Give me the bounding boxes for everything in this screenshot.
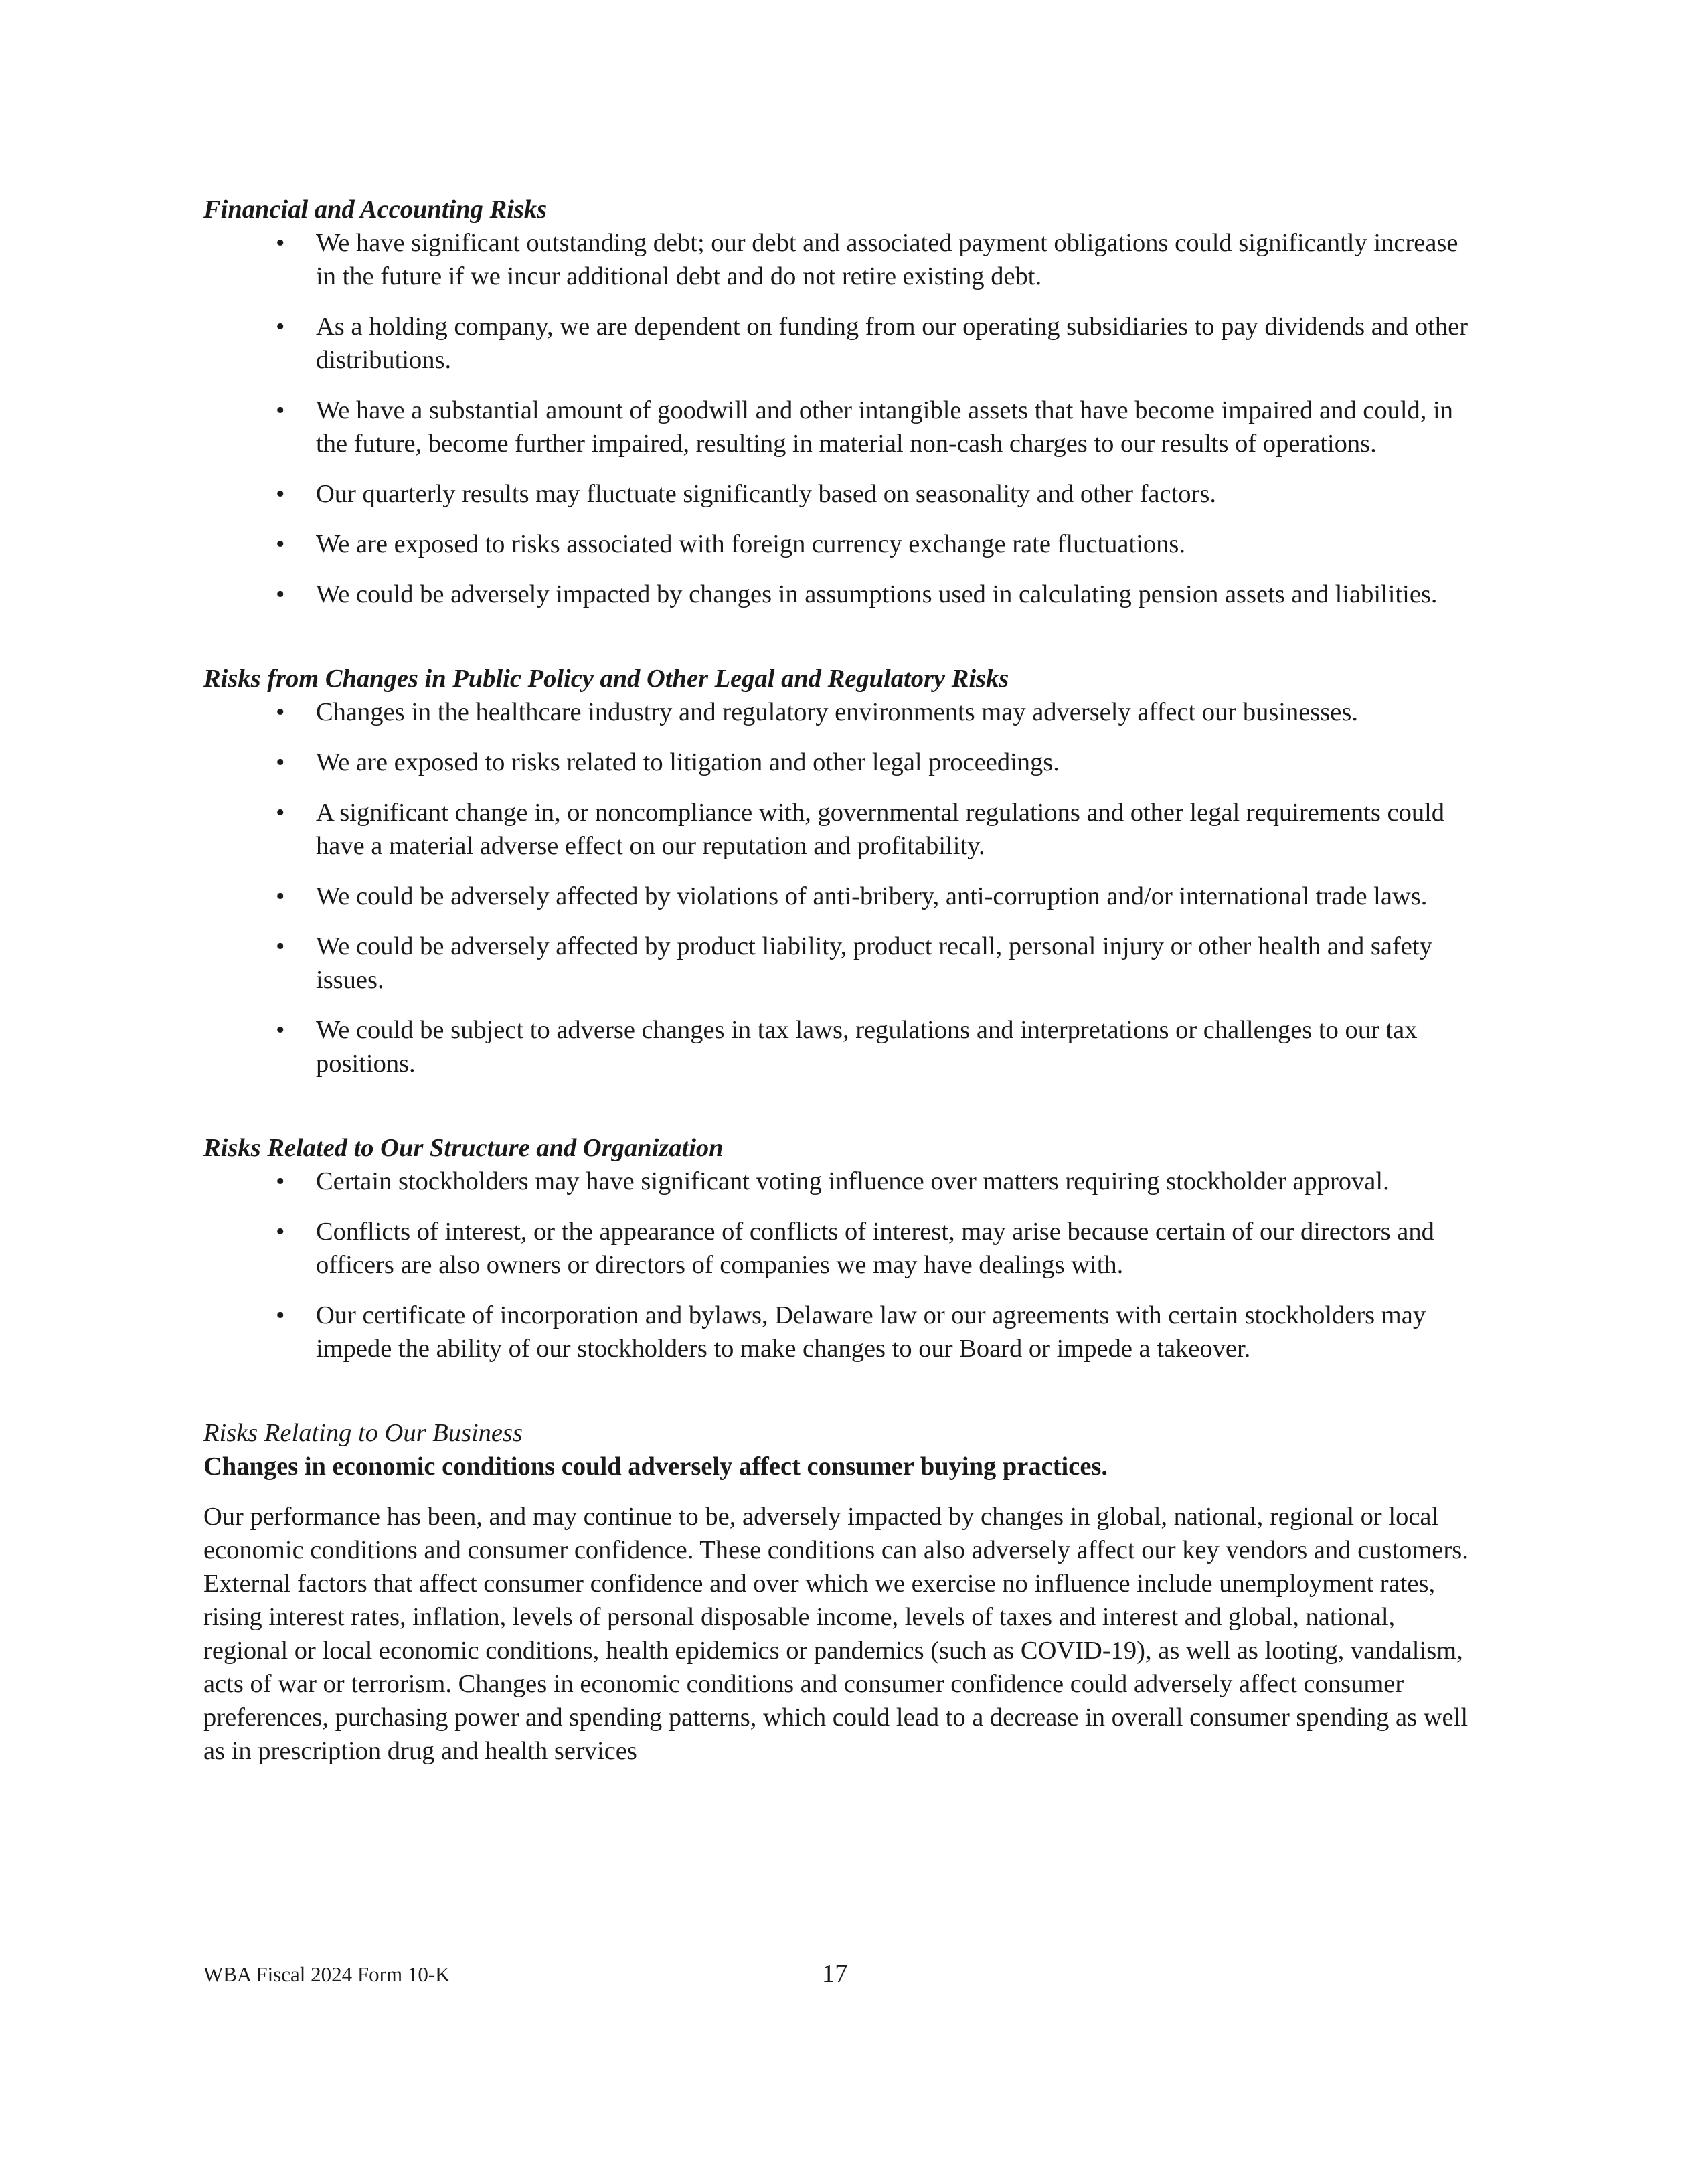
bullet-icon: • [276, 229, 285, 257]
list-item [276, 527, 1481, 561]
bullet-icon: • [276, 1167, 285, 1195]
list-item [276, 226, 1481, 293]
bullet-list [203, 1165, 1481, 1365]
bullet-list [203, 226, 1481, 611]
section-heading: Risks Related to Our Structure and Organization [203, 1134, 724, 1162]
section-financial-accounting-risks [203, 193, 1481, 611]
list-item [276, 578, 1481, 611]
section-heading: Financial and Accounting Risks [203, 195, 548, 224]
list-item-text: We could be adversely affected by product liability, product recall, personal injury or other health and safety issues. [316, 932, 1432, 994]
list-item [276, 1165, 1481, 1198]
list-item [276, 477, 1481, 511]
risk-factor-heading: Changes in economic conditions could adversely affect consumer buying practices. [203, 1452, 1108, 1481]
business-risks-subheading: Risks Relating to Our Business [203, 1419, 523, 1447]
list-item-text: We are exposed to risks related to litigation and other legal proceedings. [316, 748, 1060, 776]
list-item-text: We have a substantial amount of goodwill and other intangible assets that have become impaired and could, in the future, become further impaired, resulting in material non-cash charges to our results of operations. [316, 396, 1453, 458]
page-content [203, 193, 1481, 1768]
page-footer [203, 1957, 1481, 1991]
list-item [276, 796, 1481, 863]
list-item [276, 1013, 1481, 1080]
list-item-text: We are exposed to risks associated with foreign currency exchange rate fluctuations. [316, 530, 1185, 558]
list-item-text: We could be adversely affected by violations of anti-bribery, anti-corruption and/or international trade laws. [316, 882, 1428, 910]
list-item [276, 1298, 1481, 1365]
list-item [276, 746, 1481, 779]
list-item-text: We have significant outstanding debt; our debt and associated payment obligations could significantly increase in the future if we incur additional debt and do not retire existing debt. [316, 229, 1458, 290]
list-item-text: Our quarterly results may fluctuate significantly based on seasonality and other factors. [316, 480, 1216, 508]
section-heading: Risks from Changes in Public Policy and Other Legal and Regulatory Risks [203, 665, 1009, 693]
bullet-icon: • [276, 480, 285, 508]
list-item [276, 1215, 1481, 1282]
bullet-icon: • [276, 748, 285, 776]
list-item-text: We could be subject to adverse changes in tax laws, regulations and interpretations or challenges to our tax positions. [316, 1016, 1418, 1078]
list-item-text: A significant change in, or noncompliance with, governmental regulations and other legal requirements could have a material adverse effect on our reputation and profitability. [316, 799, 1445, 860]
bullet-icon: • [276, 1016, 285, 1044]
body-paragraph: Our performance has been, and may continue to be, adversely impacted by changes in global, national, regional or local economic conditions and consumer confidence. These conditions can also adversely affect our key vendors and customers. External factors that affect consumer confidence and over which we exercise no influence include unemployment rates, rising interest rates, inflation, levels of personal disposable income, levels of taxes and interest and global, national, regional or local economic conditions, health epidemics or pandemics (such as COVID-19), as well as looting, vandalism, acts of war or terrorism. Changes in economic conditions and consumer confidence could adversely affect consumer preferences, purchasing power and spending patterns, which could lead to a decrease in overall consumer spending as well as in prescription drug and health services [203, 1503, 1468, 1765]
bullet-icon: • [276, 698, 285, 726]
bullet-icon: • [276, 1217, 285, 1246]
bullet-icon: • [276, 396, 285, 424]
section-structure-organization-risks [203, 1131, 1481, 1365]
list-item [276, 930, 1481, 997]
bullet-list [203, 695, 1481, 1080]
page-number: 17 [822, 1960, 848, 1988]
list-item [276, 879, 1481, 913]
list-item [276, 394, 1481, 460]
list-item [276, 310, 1481, 377]
bullet-icon: • [276, 313, 285, 341]
bullet-icon: • [276, 1301, 285, 1329]
bullet-icon: • [276, 799, 285, 827]
list-item-text: Certain stockholders may have significant voting influence over matters requiring stockholder approval. [316, 1167, 1390, 1195]
section-public-policy-legal-regulatory-risks [203, 662, 1481, 1080]
bullet-icon: • [276, 530, 285, 558]
bullet-icon: • [276, 932, 285, 960]
list-item-text: Changes in the healthcare industry and regulatory environments may adversely affect our businesses. [316, 698, 1358, 726]
list-item-text: We could be adversely impacted by changes in assumptions used in calculating pension assets and liabilities. [316, 580, 1438, 608]
list-item [276, 695, 1481, 729]
list-item-text: As a holding company, we are dependent on funding from our operating subsidiaries to pay dividends and other distributions. [316, 313, 1468, 374]
bullet-icon: • [276, 580, 285, 608]
list-item-text: Our certificate of incorporation and bylaws, Delaware law or our agreements with certain stockholders may impede the ability of our stockholders to make changes to our Board or impede a takeover. [316, 1301, 1426, 1363]
bullet-icon: • [276, 882, 285, 910]
footer-document-title: WBA Fiscal 2024 Form 10-K [203, 1962, 450, 1986]
list-item-text: Conflicts of interest, or the appearance of conflicts of interest, may arise because certain of our directors and officers are also owners or directors of companies we may have dealings with. [316, 1217, 1434, 1279]
